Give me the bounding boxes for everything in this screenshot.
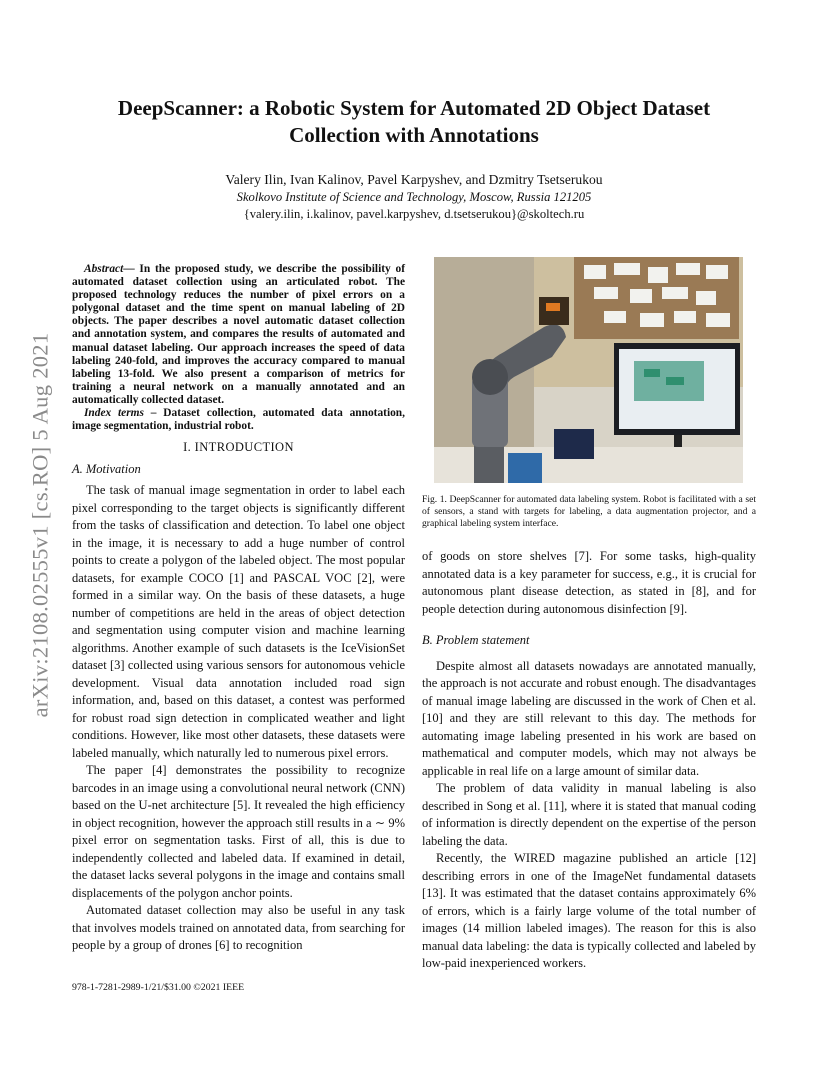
left-column [72, 263, 405, 955]
index-terms-label: Index terms [84, 407, 144, 420]
arxiv-side-stamp [18, 290, 62, 760]
paragraph-problem-2: The problem of data validity in manual labeling is also described in Song et al. [11], where it is stated that manual coding of information is directly dependent on the expertise of the person labeling the data. [422, 781, 756, 848]
index-terms [72, 407, 405, 433]
paragraph-motivation-1: The task of manual image segmentation in order to label each pixel corresponding to the target objects is significantly different from the tasks of classification and detection. To label one object in the image, it is necessary to add a huge number of control points to create a polygon of the labeled object. The most popular datasets, for example COCO [1] and PASCAL VOC [2], were formed in a similar way. On the basis of these datasets, a huge number of competitions are held in the areas of object detection and segmentation using computer vision and machine learning algorithms. Another example of such datasets is the IceVisionSet dataset [3] collected using various sensors for autonomous vehicle development. Visual data annotation included road sign information, and, based on this dataset, a contest was performed for robust road sign detection in complicated weather and light conditions. However, like most other datasets, these datasets were labeled manually, which naturally led to numerous pixel errors. [72, 483, 405, 760]
title-line-2: Collection with Annotations [289, 123, 539, 147]
paragraph-problem-3: Recently, the WIRED magazine published an article [12] describing errors in one of the ImageNet fundamental datasets [13]. It was estimated that the dataset contains approximately 6% of errors, which is a fairly large volume of the total number of images (14 million labeled images). The reason for this is also manual data labeling: the data is typically collected and labeled by low-paid inexperienced workers. [422, 851, 756, 970]
paragraph-motivation-2: The paper [4] demonstrates the possibility to recognize barcodes in an image using a convolutional neural network (CNN) based on the U-net architecture [5]. It revealed the high efficiency in object recognition, however the approach still results in a ∼ 9% pixel error on segmentation tasks. First of all, this is due to independently collected and labeled data. If examined in detail, the dataset lacks several polygons in the image and contains small displacements of the polygon anchor points. [72, 763, 405, 900]
index-terms-text: – Dataset collection, automated data annotation, image segmentation, industrial robot. [72, 407, 405, 433]
copyright-footer: 978-1-7281-2989-1/21/$31.00 ©2021 IEEE [72, 982, 245, 993]
figure-1-photo [434, 257, 743, 483]
paragraph-problem-1: Despite almost all datasets nowadays are annotated manually, the approach is not accurate and robust enough. The disadvantages of manual image labeling are discussed in the work of Chen et al. [10] and they are still relevant to this day. The methods for automating image labeling presented in his work are based on mathematical and computer models, which may not always be applicable in real life on a large amount of similar data. [422, 658, 756, 778]
robot-photo-illustration [434, 257, 743, 483]
subsection-heading-motivation: A. Motivation [72, 461, 141, 476]
paragraph-continued: of goods on store shelves [7]. For some tasks, high-quality annotated data is a key parameter for success, e.g., it is crucial for autonomous plant disease detection, as stated in [8], and for people detection during autonomous disinfection [9]. [422, 549, 756, 616]
abstract-text: — In the proposed study, we describe the possibility of automated dataset collection using an articulated robot. The proposed technology reduces the number of pixel errors on a polygonal dataset and the time spent on manual labeling of 2D objects. The paper describes a novel automatic dataset collection and annotation system, and compares the results of automated and manual dataset labeling. Our approach increases the speed of data labeling 240-fold, and improves the accuracy compared to manual labeling 13-fold. We also present a comparison of metrics for training a neural network on a manually annotated and an automatically collected dataset. [72, 263, 405, 406]
subsection-heading-problem-statement: B. Problem statement [422, 633, 530, 647]
section-heading-introduction: I. INTRODUCTION [183, 440, 294, 455]
arxiv-identifier: arXiv:2108.02555v1 [cs.RO] 5 Aug 2021 [27, 332, 53, 718]
affiliation: Skolkovo Institute of Science and Technology, Moscow, Russia 121205 [236, 190, 592, 204]
paragraph-motivation-3: Automated dataset collection may also be useful in any task that involves models trained on annotated data, from searching for people by a group of drones [6] to recognition [72, 903, 405, 953]
paper-title [80, 95, 748, 149]
projector [554, 429, 594, 459]
author-emails: {valery.ilin, i.kalinov, pavel.karpyshev, d.tsetserukou}@skoltech.ru [243, 207, 585, 221]
abstract-label: Abstract [84, 263, 124, 275]
title-line-1: DeepScanner: a Robotic System for Automated 2D Object Dataset [117, 96, 711, 120]
author-list: Valery Ilin, Ivan Kalinov, Pavel Karpyshev, and Dzmitry Tsetserukou [225, 172, 603, 187]
right-column [422, 548, 756, 973]
figure-1-caption: Fig. 1. DeepScanner for automated data labeling system. Robot is facilitated with a set of sensors, a stand with targets for labeling, a data augmentation projector, and a graphical labeling system interface. [422, 494, 756, 530]
abstract [72, 263, 405, 407]
